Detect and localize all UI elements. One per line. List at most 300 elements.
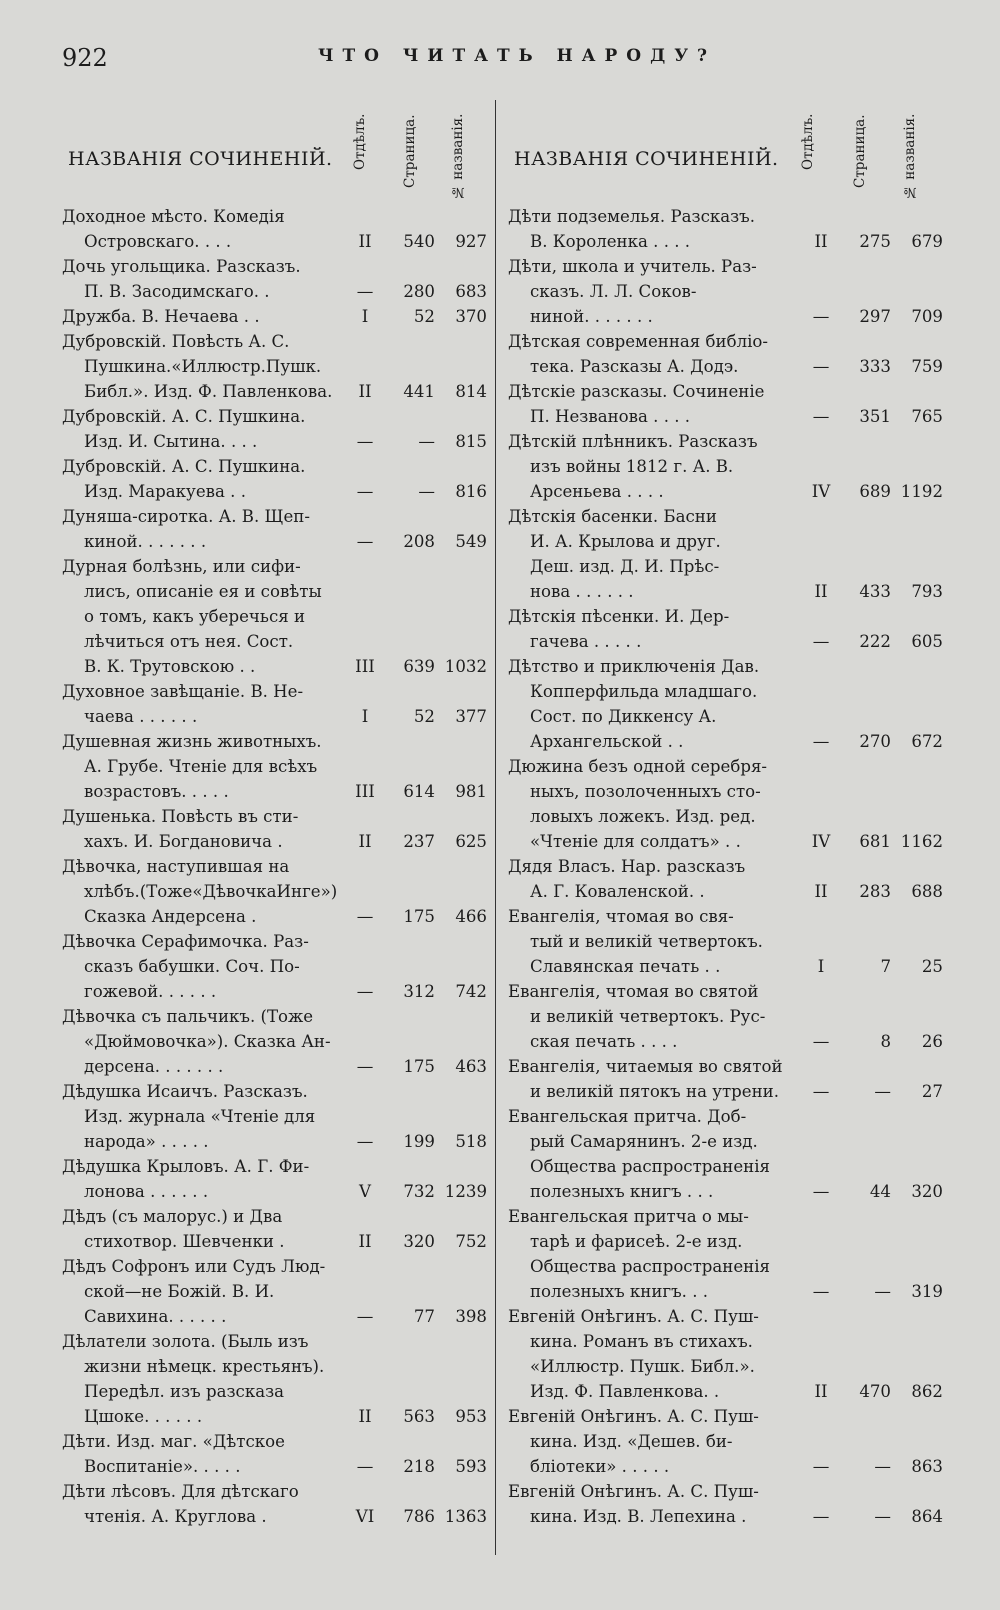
entry-number: 593 bbox=[455, 1457, 487, 1476]
catalog-entry bbox=[62, 1429, 487, 1479]
entry-reference bbox=[343, 1129, 487, 1154]
entry-title-line: Островскаго. . . . bbox=[84, 232, 232, 251]
entry-number: 816 bbox=[455, 482, 487, 501]
entry-page: 175 bbox=[403, 907, 435, 926]
entry-number: 319 bbox=[911, 1282, 943, 1301]
catalog-entry bbox=[62, 204, 487, 254]
entry-page: 175 bbox=[403, 1057, 435, 1076]
catalog-entry bbox=[62, 504, 487, 554]
entry-reference bbox=[799, 729, 943, 754]
entry-page: 8 bbox=[880, 1032, 891, 1051]
entry-number: 862 bbox=[911, 1382, 943, 1401]
right-entry-list bbox=[508, 204, 943, 1529]
entry-section: II bbox=[814, 232, 828, 251]
entry-title-line: Евангелія, чтомая во святой bbox=[508, 982, 759, 1001]
entry-title-line: Дѣдъ (съ малорус.) и Два bbox=[62, 1207, 283, 1226]
entry-section: III bbox=[355, 782, 375, 801]
entry-reference bbox=[343, 1454, 487, 1479]
entry-title-line: И. А. Крылова и друг. bbox=[530, 532, 721, 551]
entry-number: 709 bbox=[911, 307, 943, 326]
entry-section: — bbox=[812, 1182, 830, 1201]
entry-title-line: Дѣтскія пѣсенки. И. Дер- bbox=[508, 607, 730, 626]
entry-page: 275 bbox=[859, 232, 891, 251]
entry-page: 614 bbox=[403, 782, 435, 801]
entry-title-line: возрастовъ. . . . . bbox=[84, 782, 229, 801]
entry-title-line: П. В. Засодимскаго. . bbox=[84, 282, 270, 301]
page-header: Страница. bbox=[852, 114, 868, 188]
entry-title-line: Копперфильда младшаго. bbox=[530, 682, 758, 701]
entry-reference bbox=[343, 1304, 487, 1329]
entry-section: — bbox=[356, 482, 374, 501]
entry-page: 681 bbox=[859, 832, 891, 851]
entry-reference bbox=[343, 1229, 487, 1254]
catalog-entry bbox=[508, 1479, 943, 1529]
catalog-entry bbox=[508, 429, 943, 504]
entry-page: 77 bbox=[413, 1307, 435, 1326]
entry-title-line: Дѣдъ Софронъ или Судъ Люд- bbox=[62, 1257, 326, 1276]
entry-page: 441 bbox=[403, 382, 435, 401]
entry-number: 863 bbox=[911, 1457, 943, 1476]
entry-section: I bbox=[361, 707, 369, 726]
entry-reference bbox=[343, 479, 487, 504]
catalog-entry bbox=[508, 1304, 943, 1404]
entry-reference bbox=[799, 1179, 943, 1204]
entry-title-line: гачева . . . . . bbox=[530, 632, 642, 651]
entry-title-line: народа» . . . . . bbox=[84, 1132, 209, 1151]
entry-title-line: Славянская печать . . bbox=[530, 957, 721, 976]
catalog-entry bbox=[508, 654, 943, 754]
entry-section: V bbox=[359, 1182, 371, 1201]
left-column bbox=[62, 96, 487, 1529]
entry-reference bbox=[799, 829, 943, 854]
entry-title-line: Евангелія, чтомая во свя- bbox=[508, 907, 734, 926]
entry-title-line: Дѣтская современная библіо- bbox=[508, 332, 769, 351]
entry-number: 814 bbox=[455, 382, 487, 401]
entry-title-line: ныхъ, позолоченныхъ сто- bbox=[530, 782, 761, 801]
catalog-entry bbox=[508, 854, 943, 904]
entry-title-line: Дѣти лѣсовъ. Для дѣтскаго bbox=[62, 1482, 299, 1501]
entry-number: 927 bbox=[455, 232, 487, 251]
catalog-entry bbox=[508, 754, 943, 854]
entry-title-line: Дѣвочка съ пальчикъ. (Тоже bbox=[62, 1007, 314, 1026]
entry-section: — bbox=[356, 982, 374, 1001]
entry-title-line: Дубровскій. А. С. Пушкина. bbox=[62, 407, 306, 426]
entry-reference bbox=[343, 304, 487, 329]
entry-section: IV bbox=[811, 482, 831, 501]
entry-page: 320 bbox=[403, 1232, 435, 1251]
entry-page: — bbox=[418, 432, 435, 451]
entry-section: — bbox=[812, 1457, 830, 1476]
entry-title-line: Дубровскій. Повѣсть А. С. bbox=[62, 332, 290, 351]
entry-page: 44 bbox=[869, 1182, 891, 1201]
entry-reference bbox=[799, 1504, 943, 1529]
catalog-entry bbox=[62, 1154, 487, 1204]
catalog-entry bbox=[62, 1004, 487, 1079]
entry-number: 398 bbox=[455, 1307, 487, 1326]
entry-reference bbox=[799, 579, 943, 604]
entry-title-line: А. Г. Коваленской. . bbox=[530, 882, 705, 901]
entry-section: — bbox=[356, 1307, 374, 1326]
entry-title-line: ниной. . . . . . . bbox=[530, 307, 653, 326]
entry-title-line: хахъ. И. Богдановича . bbox=[84, 832, 283, 851]
entry-title-line: лѣчиться отъ нея. Сост. bbox=[84, 632, 294, 651]
entry-title-line: Евангелія, читаемыя во святой bbox=[508, 1057, 783, 1076]
entry-page: 270 bbox=[859, 732, 891, 751]
entry-title-line: дерсена. . . . . . . bbox=[84, 1057, 224, 1076]
entry-title-line: рый Самарянинъ. 2-е изд. bbox=[530, 1132, 758, 1151]
entry-number: 518 bbox=[455, 1132, 487, 1151]
entry-title-line: Дядя Власъ. Нар. разсказъ bbox=[508, 857, 746, 876]
entry-section: — bbox=[356, 907, 374, 926]
entry-page: 199 bbox=[403, 1132, 435, 1151]
entry-title-line: чтенія. А. Круглова . bbox=[84, 1507, 267, 1526]
entry-title-line: Дѣвочка Серафимочка. Раз- bbox=[62, 932, 309, 951]
entry-title-line: Сост. по Диккенсу А. bbox=[530, 707, 717, 726]
entry-page: — bbox=[874, 1457, 891, 1476]
column-title: НАЗВАНІЯ СОЧИНЕНІЙ. bbox=[68, 148, 333, 170]
entry-number: 953 bbox=[455, 1407, 487, 1426]
entry-section: — bbox=[356, 1057, 374, 1076]
entry-title-line: Дѣтскіе разсказы. Сочиненіе bbox=[508, 382, 765, 401]
entry-page: 433 bbox=[859, 582, 891, 601]
entry-page: 563 bbox=[403, 1407, 435, 1426]
entry-section: II bbox=[358, 232, 372, 251]
entry-section: — bbox=[812, 1032, 830, 1051]
entry-section: — bbox=[356, 1132, 374, 1151]
entry-title-line: Савихина. . . . . . bbox=[84, 1307, 227, 1326]
catalog-entry bbox=[62, 929, 487, 1004]
entry-title-line: изъ войны 1812 г. А. В. bbox=[530, 457, 734, 476]
entry-title-line: Дочь угольщика. Разсказъ. bbox=[62, 257, 301, 276]
page-header: Страница. bbox=[402, 114, 418, 188]
entry-number: 864 bbox=[911, 1507, 943, 1526]
entry-reference bbox=[799, 229, 943, 254]
entry-title-line: Доходное мѣсто. Комедія bbox=[62, 207, 285, 226]
entry-number: 1239 bbox=[444, 1182, 487, 1201]
entry-title-line: лисъ, описаніе ея и совѣты bbox=[84, 582, 322, 601]
entry-page: 689 bbox=[859, 482, 891, 501]
column-divider bbox=[495, 100, 496, 1555]
entry-title-line: кина. Романъ въ стихахъ. bbox=[530, 1332, 753, 1351]
catalog-entry bbox=[508, 254, 943, 329]
entry-number: 688 bbox=[911, 882, 943, 901]
entry-section: — bbox=[812, 1082, 830, 1101]
entry-title-line: Общества распространенія bbox=[530, 1157, 771, 1176]
entry-reference bbox=[799, 1454, 943, 1479]
entry-page: 52 bbox=[413, 707, 435, 726]
catalog-entry bbox=[62, 1479, 487, 1529]
entry-title-line: тый и великій четвертокъ. bbox=[530, 932, 763, 951]
catalog-entry bbox=[62, 1254, 487, 1329]
entry-number: 377 bbox=[455, 707, 487, 726]
entry-title-line: Дѣвочка, наступившая на bbox=[62, 857, 290, 876]
entry-title-line: Изд. Маракуева . . bbox=[84, 482, 246, 501]
entry-title-line: Евгеній Онѣгинъ. А. С. Пуш- bbox=[508, 1307, 759, 1326]
entry-reference bbox=[799, 879, 943, 904]
entry-title-line: и великій четвертокъ. Рус- bbox=[530, 1007, 766, 1026]
entry-number: 742 bbox=[455, 982, 487, 1001]
entry-reference bbox=[343, 279, 487, 304]
entry-title-line: «Дюймовочка»). Сказка Ан- bbox=[84, 1032, 331, 1051]
catalog-entry bbox=[508, 329, 943, 379]
entry-title-line: Изд. журнала «Чтеніе для bbox=[84, 1107, 316, 1126]
entry-title-line: А. Грубе. Чтеніе для всѣхъ bbox=[84, 757, 318, 776]
entry-title-line: Дубровскій. А. С. Пушкина. bbox=[62, 457, 306, 476]
entry-title-line: Духовное завѣщаніе. В. Не- bbox=[62, 682, 304, 701]
entry-title-line: ловыхъ ложекъ. Изд. ред. bbox=[530, 807, 756, 826]
entry-title-line: Цшоке. . . . . . bbox=[84, 1407, 203, 1426]
entry-section: II bbox=[358, 832, 372, 851]
right-column-header bbox=[508, 96, 943, 204]
entry-title-line: Душевная жизнь животныхъ. bbox=[62, 732, 322, 751]
entry-number: 549 bbox=[455, 532, 487, 551]
entry-section: I bbox=[361, 307, 369, 326]
entry-title-line: Передѣл. изъ разсказа bbox=[84, 1382, 285, 1401]
entry-title-line: бліотеки» . . . . . bbox=[530, 1457, 670, 1476]
entry-title-line: киной. . . . . . . bbox=[84, 532, 207, 551]
entry-section: I bbox=[817, 957, 825, 976]
entry-title-line: сказъ. Л. Л. Соков- bbox=[530, 282, 697, 301]
entry-number: 683 bbox=[455, 282, 487, 301]
entry-title-line: Дурная болѣзнь, или сифи- bbox=[62, 557, 301, 576]
entry-title-line: П. Незванова . . . . bbox=[530, 407, 691, 426]
entry-number: 25 bbox=[921, 957, 943, 976]
entry-title-line: Евангельская притча. Доб- bbox=[508, 1107, 747, 1126]
entry-reference bbox=[343, 829, 487, 854]
entry-section: II bbox=[814, 882, 828, 901]
entry-title-line: Пушкина.«Иллюстр.Пушк. bbox=[84, 357, 322, 376]
running-title: ЧТО ЧИТАТЬ НАРОДУ? bbox=[318, 46, 716, 66]
entry-reference bbox=[799, 304, 943, 329]
entry-title-line: В. К. Трутовскою . . bbox=[84, 657, 256, 676]
entry-title-line: ской—не Божій. В. И. bbox=[84, 1282, 275, 1301]
entry-reference bbox=[343, 1504, 487, 1529]
entry-reference bbox=[799, 404, 943, 429]
entry-section: II bbox=[358, 1407, 372, 1426]
entry-section: — bbox=[356, 532, 374, 551]
entry-number: 26 bbox=[921, 1032, 943, 1051]
entry-section: — bbox=[812, 307, 830, 326]
entry-title-line: Дѣтство и приключенія Дав. bbox=[508, 657, 760, 676]
entry-section: III bbox=[355, 657, 375, 676]
entry-title-line: Дѣти подземелья. Разсказъ. bbox=[508, 207, 756, 226]
entry-reference bbox=[799, 1379, 943, 1404]
entry-page: 732 bbox=[403, 1182, 435, 1201]
entry-title-line: Арсеньева . . . . bbox=[530, 482, 664, 501]
catalog-entry bbox=[508, 1054, 943, 1104]
entry-page: 333 bbox=[859, 357, 891, 376]
entry-section: — bbox=[812, 1507, 830, 1526]
entry-title-line: В. Короленка . . . . bbox=[530, 232, 691, 251]
entry-reference bbox=[799, 629, 943, 654]
entry-reference bbox=[799, 1029, 943, 1054]
left-entry-list bbox=[62, 204, 487, 1529]
entry-title-line: Деш. изд. Д. И. Прѣс- bbox=[530, 557, 720, 576]
entry-reference bbox=[799, 1079, 943, 1104]
entry-title-line: Сказка Андерсена . bbox=[84, 907, 257, 926]
entry-page: 283 bbox=[859, 882, 891, 901]
entry-title-line: тарѣ и фарисеѣ. 2-е изд. bbox=[530, 1232, 743, 1251]
entry-title-line: кина. Изд. В. Лепехина . bbox=[530, 1507, 747, 1526]
entry-title-line: о томъ, какъ уберечься и bbox=[84, 607, 306, 626]
catalog-entry bbox=[508, 204, 943, 254]
catalog-entry bbox=[62, 329, 487, 404]
left-column-header bbox=[62, 96, 487, 204]
entry-title-line: Дѣлатели золота. (Быль изъ bbox=[62, 1332, 309, 1351]
entry-section: — bbox=[356, 282, 374, 301]
catalog-entry bbox=[62, 304, 487, 329]
catalog-entry bbox=[62, 804, 487, 854]
entry-title-line: стихотвор. Шевченки . bbox=[84, 1232, 285, 1251]
entry-number: 625 bbox=[455, 832, 487, 851]
entry-title-line: «Иллюстр. Пушк. Библ.». bbox=[530, 1357, 755, 1376]
entry-title-line: и великій пятокъ на утрени. bbox=[530, 1082, 780, 1101]
catalog-entry bbox=[62, 404, 487, 454]
entry-title-line: Душенька. Повѣсть въ сти- bbox=[62, 807, 299, 826]
entry-title-line: ская печать . . . . bbox=[530, 1032, 678, 1051]
catalog-entry bbox=[62, 679, 487, 729]
entry-title-line: Воспитаніе». . . . . bbox=[84, 1457, 241, 1476]
entry-title-line: Дѣтскій плѣнникъ. Разсказъ bbox=[508, 432, 758, 451]
entry-number: 752 bbox=[455, 1232, 487, 1251]
entry-page: — bbox=[874, 1507, 891, 1526]
entry-page: 786 bbox=[403, 1507, 435, 1526]
entry-page: 297 bbox=[859, 307, 891, 326]
entry-reference bbox=[343, 979, 487, 1004]
entry-page: — bbox=[418, 482, 435, 501]
entry-title-line: сказъ бабушки. Соч. По- bbox=[84, 957, 300, 976]
entry-number: 759 bbox=[911, 357, 943, 376]
entry-reference bbox=[799, 479, 943, 504]
entry-number: 466 bbox=[455, 907, 487, 926]
catalog-entry bbox=[62, 1329, 487, 1429]
entry-page: — bbox=[874, 1082, 891, 1101]
entry-title-line: гожевой. . . . . . bbox=[84, 982, 217, 1001]
catalog-entry bbox=[62, 254, 487, 304]
entry-reference bbox=[343, 529, 487, 554]
entry-reference bbox=[343, 704, 487, 729]
catalog-entry bbox=[508, 979, 943, 1054]
entry-reference bbox=[343, 229, 487, 254]
entry-section: II bbox=[814, 1382, 828, 1401]
entry-reference bbox=[343, 1054, 487, 1079]
catalog-entry bbox=[508, 504, 943, 604]
right-column bbox=[508, 96, 943, 1529]
entry-title-line: «Чтеніе для солдатъ» . . bbox=[530, 832, 741, 851]
entry-section: — bbox=[812, 1282, 830, 1301]
entry-page: 237 bbox=[403, 832, 435, 851]
entry-number: 463 bbox=[455, 1057, 487, 1076]
entry-section: — bbox=[812, 357, 830, 376]
column-title: НАЗВАНІЯ СОЧИНЕНІЙ. bbox=[514, 148, 779, 170]
entry-reference bbox=[343, 779, 487, 804]
entry-title-line: нова . . . . . . bbox=[530, 582, 634, 601]
entry-section: — bbox=[356, 432, 374, 451]
entry-title-line: кина. Изд. «Дешев. би- bbox=[530, 1432, 733, 1451]
entry-title-line: тека. Разсказы А. Додэ. bbox=[530, 357, 739, 376]
entry-title-line: Дѣти, школа и учитель. Раз- bbox=[508, 257, 757, 276]
entry-page: 222 bbox=[859, 632, 891, 651]
entry-number: 1363 bbox=[444, 1507, 487, 1526]
section-header: Отдѣлъ. bbox=[800, 114, 816, 171]
catalog-entry bbox=[62, 729, 487, 804]
entry-reference bbox=[799, 354, 943, 379]
entry-title-line: полезныхъ книгъ. . . bbox=[530, 1282, 709, 1301]
catalog-entry bbox=[508, 904, 943, 979]
entry-page: 280 bbox=[403, 282, 435, 301]
entry-number: 679 bbox=[911, 232, 943, 251]
entry-number: 815 bbox=[455, 432, 487, 451]
entry-title-line: Дѣтскія басенки. Басни bbox=[508, 507, 717, 526]
entry-reference bbox=[799, 954, 943, 979]
entry-reference bbox=[799, 1279, 943, 1304]
entry-number: 27 bbox=[921, 1082, 943, 1101]
entry-title-line: Общества распространенія bbox=[530, 1257, 771, 1276]
page-number: 922 bbox=[62, 44, 108, 72]
entry-title-line: чаева . . . . . . bbox=[84, 707, 198, 726]
catalog-entry bbox=[62, 554, 487, 679]
entry-section: VI bbox=[355, 1507, 375, 1526]
entry-title-line: Библ.». Изд. Ф. Павленкова. bbox=[84, 382, 333, 401]
entry-page: 218 bbox=[403, 1457, 435, 1476]
entry-title-line: Изд. И. Сытина. . . . bbox=[84, 432, 258, 451]
entry-reference bbox=[343, 379, 487, 404]
entry-title-line: Дуняша-сиротка. А. В. Щеп- bbox=[62, 507, 310, 526]
entry-title-line: Архангельской . . bbox=[530, 732, 684, 751]
entry-reference bbox=[343, 654, 487, 679]
entry-section: IV bbox=[811, 832, 831, 851]
entry-page: 639 bbox=[403, 657, 435, 676]
entry-section: — bbox=[812, 732, 830, 751]
catalog-entry bbox=[62, 854, 487, 929]
entry-title-line: Дружба. В. Нечаева . . bbox=[62, 307, 260, 326]
entry-number: 370 bbox=[455, 307, 487, 326]
entry-section: II bbox=[814, 582, 828, 601]
entry-page: 540 bbox=[403, 232, 435, 251]
entry-section: — bbox=[356, 1457, 374, 1476]
entry-title-line: Дѣдушка Исаичъ. Разсказъ. bbox=[62, 1082, 308, 1101]
entry-title-line: Евангельская притча о мы- bbox=[508, 1207, 749, 1226]
entry-section: — bbox=[812, 407, 830, 426]
entry-page: 7 bbox=[880, 957, 891, 976]
catalog-entry bbox=[508, 1204, 943, 1304]
catalog-entry bbox=[508, 604, 943, 654]
entry-section: — bbox=[812, 632, 830, 651]
catalog-entry bbox=[508, 1404, 943, 1479]
entry-title-line: полезныхъ книгъ . . . bbox=[530, 1182, 714, 1201]
entry-number: 1192 bbox=[900, 482, 943, 501]
entry-number: 320 bbox=[911, 1182, 943, 1201]
entry-number: 765 bbox=[911, 407, 943, 426]
entry-page: 312 bbox=[403, 982, 435, 1001]
entry-number: 981 bbox=[455, 782, 487, 801]
entry-number: 1162 bbox=[900, 832, 943, 851]
catalog-entry bbox=[508, 379, 943, 429]
entry-title-line: Дѣдушка Крыловъ. А. Г. Фи- bbox=[62, 1157, 310, 1176]
entry-page: 351 bbox=[859, 407, 891, 426]
number-header: № названія. bbox=[450, 114, 466, 201]
entry-page: 52 bbox=[413, 307, 435, 326]
entry-title-line: Изд. Ф. Павленкова. . bbox=[530, 1382, 720, 1401]
number-header: № названія. bbox=[902, 114, 918, 201]
entry-number: 793 bbox=[911, 582, 943, 601]
entry-reference bbox=[343, 1404, 487, 1429]
entry-title-line: Дюжина безъ одной серебря- bbox=[508, 757, 768, 776]
entry-reference bbox=[343, 1179, 487, 1204]
entry-reference bbox=[343, 904, 487, 929]
entry-title-line: лонова . . . . . . bbox=[84, 1182, 209, 1201]
catalog-entry bbox=[508, 1104, 943, 1204]
